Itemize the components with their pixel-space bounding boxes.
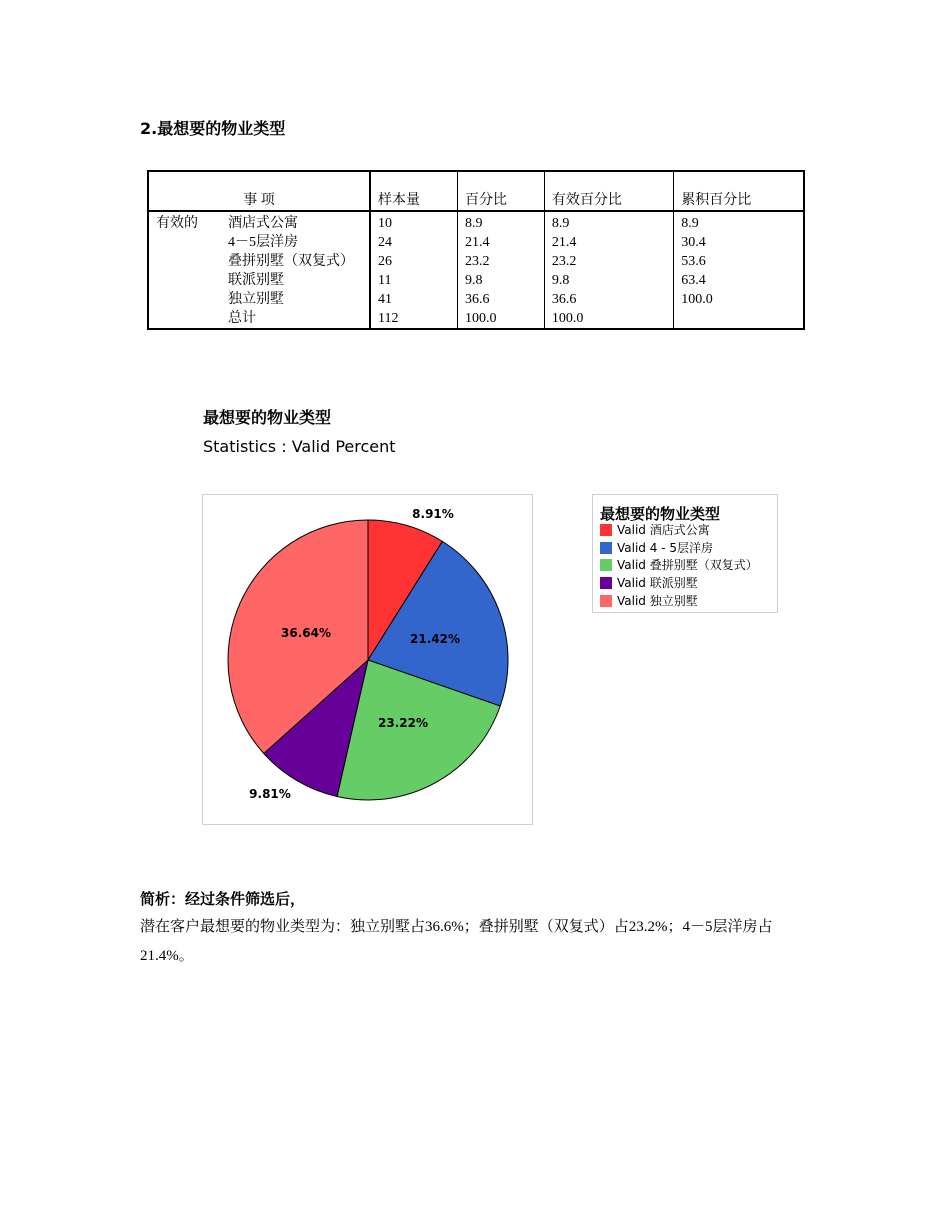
row-item: 4－5层洋房 — [228, 235, 298, 250]
table-header-row — [148, 171, 804, 211]
row-valid-percent: 9.8 — [544, 271, 673, 290]
row-percent: 100.0 — [458, 309, 545, 329]
legend-label: Valid 4 - 5层洋房 — [617, 541, 713, 555]
row-count: 24 — [370, 233, 458, 252]
row-count: 11 — [370, 271, 458, 290]
legend-swatch — [600, 542, 612, 554]
row-valid-percent: 100.0 — [544, 309, 673, 329]
slice-value-label: 23.22% — [378, 716, 428, 730]
legend-item — [600, 523, 710, 538]
row-count: 41 — [370, 290, 458, 309]
legend-swatch — [600, 559, 612, 571]
slice-value-label: 36.64% — [281, 626, 331, 640]
header-item: 事 项 — [148, 171, 370, 211]
row-item: 联派别墅 — [228, 273, 284, 288]
table-row — [148, 271, 804, 290]
legend-item — [600, 541, 713, 556]
row-item: 叠拼别墅（双复式） — [228, 254, 354, 269]
legend-item — [600, 576, 698, 591]
chart-subtitle: Statistics : Valid Percent — [203, 437, 396, 456]
legend-swatch — [600, 595, 612, 607]
row-valid-percent: 23.2 — [544, 252, 673, 271]
row-percent: 9.8 — [458, 271, 545, 290]
legend-label: Valid 独立别墅 — [617, 594, 698, 608]
row-valid-percent: 8.9 — [544, 211, 673, 233]
row-count: 112 — [370, 309, 458, 329]
legend-swatch — [600, 524, 612, 536]
table-row — [148, 211, 804, 233]
header-cumulative-percent: 累积百分比 — [674, 171, 804, 211]
row-cumulative-percent: 30.4 — [674, 233, 804, 252]
chart-title: 最想要的物业类型 — [203, 408, 332, 427]
chart-legend — [592, 494, 778, 613]
row-valid-percent: 36.6 — [544, 290, 673, 309]
header-valid-percent: 有效百分比 — [544, 171, 673, 211]
row-count: 10 — [370, 211, 458, 233]
row-cumulative-percent: 8.9 — [674, 211, 804, 233]
table-row — [148, 252, 804, 271]
row-cumulative-percent: 53.6 — [674, 252, 804, 271]
legend-title: 最想要的物业类型 — [600, 505, 721, 523]
slice-value-label: 8.91% — [412, 507, 454, 521]
table-row — [148, 233, 804, 252]
row-item: 独立别墅 — [228, 292, 284, 307]
table-row-total — [148, 309, 804, 329]
pie-chart — [203, 495, 532, 824]
legend-label: Valid 叠拼别墅（双复式） — [617, 558, 758, 572]
slice-value-label: 9.81% — [249, 787, 291, 801]
section-heading: 2.最想要的物业类型 — [140, 119, 286, 138]
analysis-body: 潜在客户最想要的物业类型为：独立别墅占36.6%；叠拼别墅（双复式）占23.2%；4－5层洋房占21.4%。 — [140, 919, 773, 964]
analysis-title: 简析：经过条件筛选后， — [140, 890, 306, 908]
header-percent: 百分比 — [458, 171, 545, 211]
row-percent: 8.9 — [458, 211, 545, 233]
row-cumulative-percent: 100.0 — [674, 290, 804, 309]
row-cumulative-percent — [674, 309, 804, 329]
table-row — [148, 290, 804, 309]
row-percent: 36.6 — [458, 290, 545, 309]
row-item: 酒店式公寓 — [228, 216, 298, 231]
header-count: 样本量 — [370, 171, 458, 211]
legend-item — [600, 558, 758, 573]
frequency-table — [147, 170, 805, 330]
row-percent: 23.2 — [458, 252, 545, 271]
row-valid-percent: 21.4 — [544, 233, 673, 252]
row-count: 26 — [370, 252, 458, 271]
group-label: 有效的 — [156, 216, 198, 231]
legend-swatch — [600, 577, 612, 589]
row-percent: 21.4 — [458, 233, 545, 252]
legend-label: Valid 联派别墅 — [617, 576, 698, 590]
slice-value-label: 21.42% — [410, 632, 460, 646]
pie-chart-frame — [202, 494, 533, 825]
legend-item — [600, 594, 698, 609]
legend-label: Valid 酒店式公寓 — [617, 523, 710, 537]
row-cumulative-percent: 63.4 — [674, 271, 804, 290]
row-item: 总计 — [228, 311, 256, 326]
